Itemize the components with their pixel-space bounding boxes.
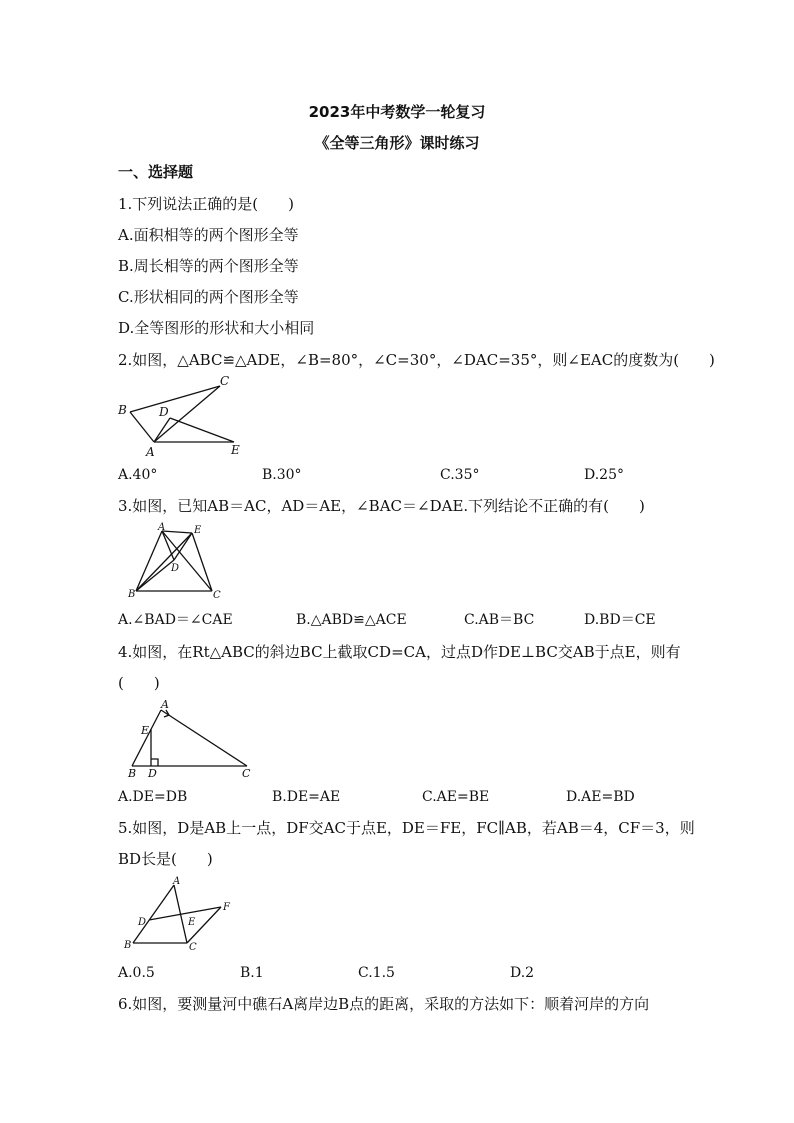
q3-label-e: E	[194, 525, 202, 536]
question-1-option-c: C.形状相同的两个图形全等	[118, 288, 299, 306]
question-2-figure	[110, 374, 260, 460]
question-2-option-b: B.30°	[262, 467, 302, 483]
question-5-stem-line2: BD长是( )	[118, 850, 213, 868]
q4-label-c: C	[242, 767, 251, 780]
q3-label-a: A	[158, 522, 166, 533]
question-1-stem: 1.下列说法正确的是( )	[118, 195, 295, 213]
question-1-option-a: A.面积相等的两个图形全等	[118, 226, 299, 244]
question-6-stem: 6.如图，要测量河中礁石A离岸边B点的距离，采取的方法如下：顺着河岸的方向	[118, 995, 650, 1013]
q5-label-e: E	[188, 917, 196, 928]
question-5-figure	[118, 873, 248, 953]
question-3-option-b: B.△ABD≌△ACE	[296, 612, 407, 628]
q4-label-e: E	[141, 724, 150, 737]
q5-label-a: A	[173, 876, 181, 887]
question-2-stem: 2.如图，△ABC≌△ADE，∠B=80°，∠C=30°，∠DAC=35°，则∠EAC的度数为( )	[118, 351, 715, 369]
q2-label-e: E	[231, 443, 240, 457]
question-1-option-b: B.周长相等的两个图形全等	[118, 257, 299, 275]
q5-label-d: D	[138, 917, 147, 928]
question-1-option-d: D.全等图形的形状和大小相同	[118, 319, 315, 337]
question-3-figure	[118, 520, 228, 600]
question-3-option-d: D.BD＝CE	[584, 612, 656, 628]
q5-label-b: B	[124, 940, 132, 951]
q4-label-b: B	[128, 767, 137, 780]
question-3-option-a: A.∠BAD＝∠CAE	[118, 612, 233, 628]
question-5-option-d: D.2	[510, 965, 535, 981]
worksheet-subtitle: 《全等三角形》课时练习	[314, 134, 480, 152]
question-4-figure	[118, 697, 268, 783]
question-5-option-c: C.1.5	[358, 965, 395, 981]
question-4-stem-line2: ( )	[118, 674, 160, 692]
q4-label-d: D	[148, 767, 157, 780]
question-4-option-b: B.DE=AE	[272, 789, 341, 805]
q3-label-c: C	[213, 590, 221, 601]
q5-label-c: C	[189, 942, 197, 953]
q2-label-b: B	[118, 403, 127, 417]
q3-label-d: D	[171, 563, 180, 574]
q2-label-c: C	[220, 374, 230, 388]
q3-label-b: B	[128, 589, 136, 600]
q5-label-f: F	[223, 902, 230, 913]
question-2-option-d: D.25°	[584, 467, 624, 483]
worksheet-title: 2023年中考数学一轮复习	[308, 103, 486, 121]
question-5-option-a: A.0.5	[118, 965, 155, 981]
question-3-stem: 3.如图，已知AB＝AC，AD＝AE，∠BAC＝∠DAE.下列结论不正确的有( )	[118, 497, 645, 515]
question-4-option-a: A.DE=DB	[118, 789, 188, 805]
question-2-option-c: C.35°	[440, 467, 480, 483]
q2-label-d: D	[159, 405, 169, 419]
question-3-option-c: C.AB＝BC	[464, 612, 535, 628]
q2-label-a: A	[146, 445, 155, 459]
question-2-option-a: A.40°	[118, 467, 158, 483]
question-4-stem-line1: 4.如图，在Rt△ABC的斜边BC上截取CD=CA，过点D作DE⊥BC交AB于点E，则有	[118, 643, 681, 661]
question-5-stem-line1: 5.如图，D是AB上一点，DF交AC于点E，DE＝FE，FC∥AB，若AB＝4，CF＝3，则	[118, 819, 695, 837]
question-5-option-b: B.1	[240, 965, 264, 981]
section-heading: 一、选择题	[118, 163, 194, 181]
question-4-option-c: C.AE=BE	[422, 789, 490, 805]
q4-label-a: A	[161, 698, 169, 711]
question-4-option-d: D.AE=BD	[566, 789, 635, 805]
